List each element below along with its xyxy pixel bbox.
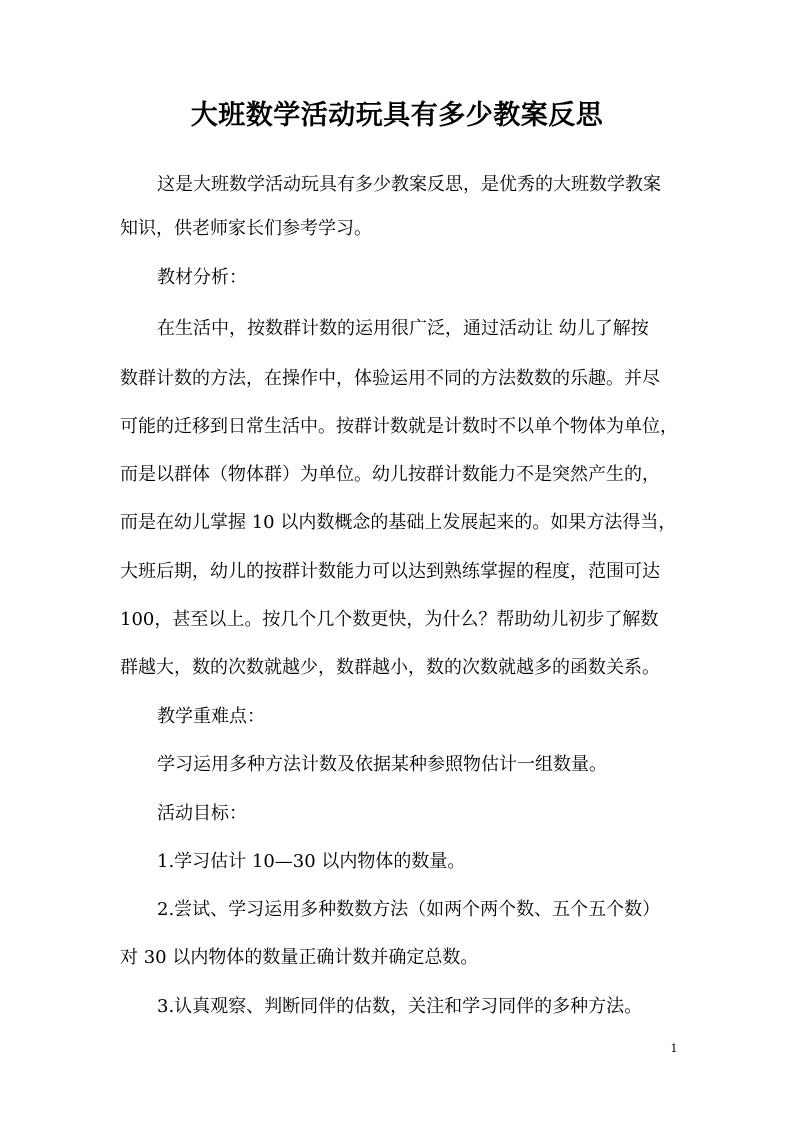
page-number: 1 xyxy=(670,1042,678,1055)
paragraph-key-points: 学习运用多种方法计数及依据某种参照物估计一组数量。 xyxy=(157,754,607,775)
paragraph-analysis-line-8: 群越大，数的次数就越少，数群越小，数的次数就越多的函数关系。 xyxy=(120,657,660,678)
objective-item-2-line-2: 对 30 以内物体的数量正确计数并确定总数。 xyxy=(120,947,479,968)
paragraph-analysis-line-4: 而是以群体（物体群）为单位。幼儿按群计数能力不是突然产生的， xyxy=(120,464,660,485)
paragraph-analysis-line-7: 100，甚至以上。按几个几个数更快，为什么？帮助幼儿初步了解数 xyxy=(120,609,659,630)
paragraph-analysis-line-2: 数群计数的方法，在操作中，体验运用不同的方法数数的乐趣。并尽 xyxy=(120,368,660,389)
objective-item-1: 1.学习估计 10—30 以内物体的数量。 xyxy=(157,851,466,872)
section-heading-material-analysis: 教材分析： xyxy=(157,267,247,288)
paragraph-analysis-line-3: 可能的迁移到日常生活中。按群计数就是计数时不以单个物体为单位， xyxy=(120,416,678,437)
objective-item-2-line-1: 2.尝试、学习运用多种数数方法（如两个两个数、五个五个数） xyxy=(157,899,661,920)
paragraph-analysis-line-1: 在生活中，按数群计数的运用很广泛，通过活动让 幼儿了解按 xyxy=(157,318,649,339)
document-title: 大班数学活动玩具有多少教案反思 xyxy=(190,100,604,131)
paragraph-intro-line-2: 知识，供老师家长们参考学习。 xyxy=(120,218,372,239)
paragraph-analysis-line-5: 而是在幼儿掌握 10 以内数概念的基础上发展起来的。如果方法得当， xyxy=(120,512,677,533)
section-heading-key-points: 教学重难点： xyxy=(157,706,265,727)
section-heading-objectives: 活动目标： xyxy=(157,803,247,824)
paragraph-analysis-line-6: 大班后期，幼儿的按群计数能力可以达到熟练掌握的程度，范围可达 xyxy=(120,561,660,582)
objective-item-3: 3.认真观察、判断同伴的估数，关注和学习同伴的多种方法。 xyxy=(157,996,643,1017)
paragraph-intro-line-1: 这是大班数学活动玩具有多少教案反思，是优秀的大班数学教案 xyxy=(157,174,661,195)
